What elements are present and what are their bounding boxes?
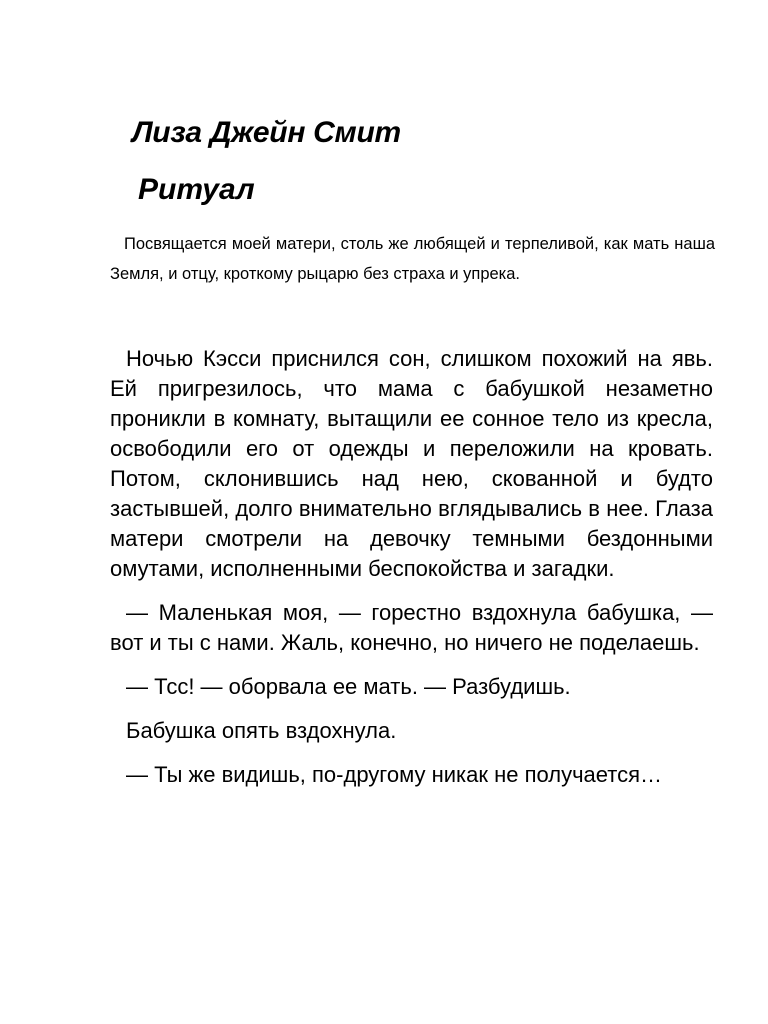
paragraph: Бабушка опять вздохнула.: [126, 718, 397, 743]
paragraph: — Тсс! — оборвала ее мать. — Разбудишь.: [126, 674, 571, 699]
author-name: Лиза Джейн Смит: [132, 116, 401, 149]
book-title: Ритуал: [138, 173, 255, 206]
paragraph: Ночью Кэсси приснился сон, слишком похожий на явь. Ей пригрезилось, что мама с бабушкой незаметно проникли в комнату, вытащили ее сонное тело из кресла, освободили его от одежды и переложили на кровать. Потом, склонившись над нею, скованной и будто застывшей, долго внимательно вглядывались в нее. Глаза матери смотрели на девочку темными бездонными омутами, исполненными беспокойства и загадки.: [110, 346, 713, 581]
paragraph: — Маленькая моя, — горестно вздохнула бабушка, — вот и ты с нами. Жаль, конечно, но ничего не поделаешь.: [110, 600, 713, 655]
chapter-text: [110, 344, 713, 804]
paragraph: — Ты же видишь, по-другому никак не получается…: [126, 762, 663, 787]
dedication: Посвящается моей матери, столь же любящей и терпеливой, как мать наша Земля, и отцу, кроткому рыцарю без страха и упрека.: [110, 235, 715, 283]
